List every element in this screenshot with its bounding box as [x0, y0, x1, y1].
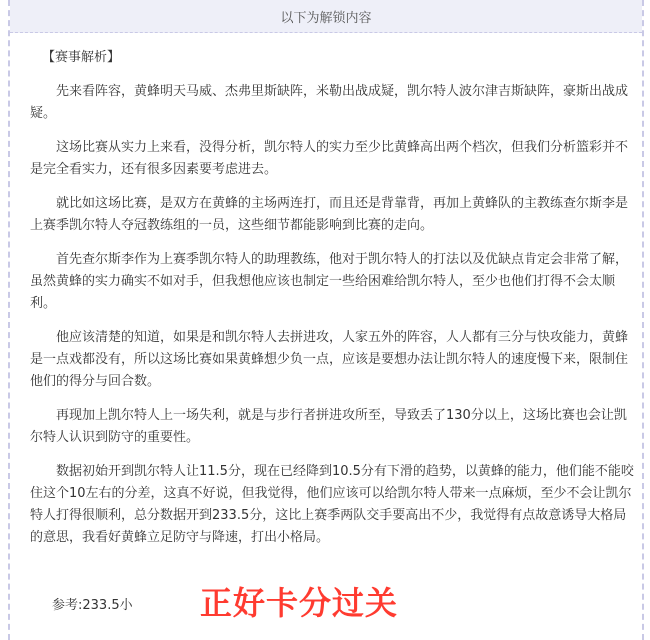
reference-text: 参考:233.5小 [52, 598, 133, 613]
paragraph-lineup: 先来看阵容，黄蜂明天马威、杰弗里斯缺阵，米勒出战成疑，凯尔特人波尔津吉斯缺阵，豪斯出战成疑。 [30, 84, 629, 121]
paragraph-strength: 这场比赛从实力上来看，没得分析，凯尔特人的实力至少比黄蜂高出两个档次，但我们分析篮彩并不是完全看实力，还有很多因素要考虑进去。 [30, 140, 629, 177]
paragraph-pace: 他应该清楚的知道，如果是和凯尔特人去拼进攻，人家五外的阵容，人人都有三分与快攻能力，黄蜂是一点戏都没有，所以这场比赛如果黄蜂想少负一点，应该是要想办法让凯尔特人的速度慢下来，限制住他们的得分与回合数。 [30, 330, 629, 389]
paragraph-odds: 数据初始开到凯尔特人让11.5分，现在已经降到10.5分有下滑的趋势，以黄蜂的能力，他们能不能咬住这个10左右的分差，这真不好说，但我觉得，他们应该可以给凯尔特人带来一点麻烦，至少不会让凯尔特人打得很顺利，总分数据开到233.5分，这比上赛季两队交手要高出不少，我觉得有点故意诱导大格局的意思，我看好黄蜂立足防守与降速，打出小格局。 [30, 464, 634, 545]
article-body [30, 47, 634, 561]
result-stamp: 正好卡分过关 [200, 584, 399, 622]
reference-pick [20, 594, 133, 613]
paragraph-coach: 首先查尔斯李作为上赛季凯尔特人的助理教练，他对于凯尔特人的打法以及优缺点肯定会非常了解，虽然黄蜂的实力确实不如对手，但我想他应该也制定一些给困难给凯尔特人，至少也他们打得不会太顺利。 [30, 252, 629, 311]
unlocked-content-header [10, 0, 642, 33]
paragraph-defense: 再现加上凯尔特人上一场失利，就是与步行者拼进攻所至，导致丢了130分以上，这场比赛也会让凯尔特人认识到防守的重要性。 [30, 408, 627, 445]
header-text: 以下为解锁内容 [280, 10, 372, 26]
paragraph-schedule: 就比如这场比赛，是双方在黄蜂的主场两连打，而且还是背靠背，再加上黄蜂队的主教练查尔斯李是上赛季凯尔特人夺冠教练组的一员，这些细节都能影响到比赛的走向。 [30, 196, 629, 233]
section-heading: 【赛事解析】 [42, 50, 121, 65]
